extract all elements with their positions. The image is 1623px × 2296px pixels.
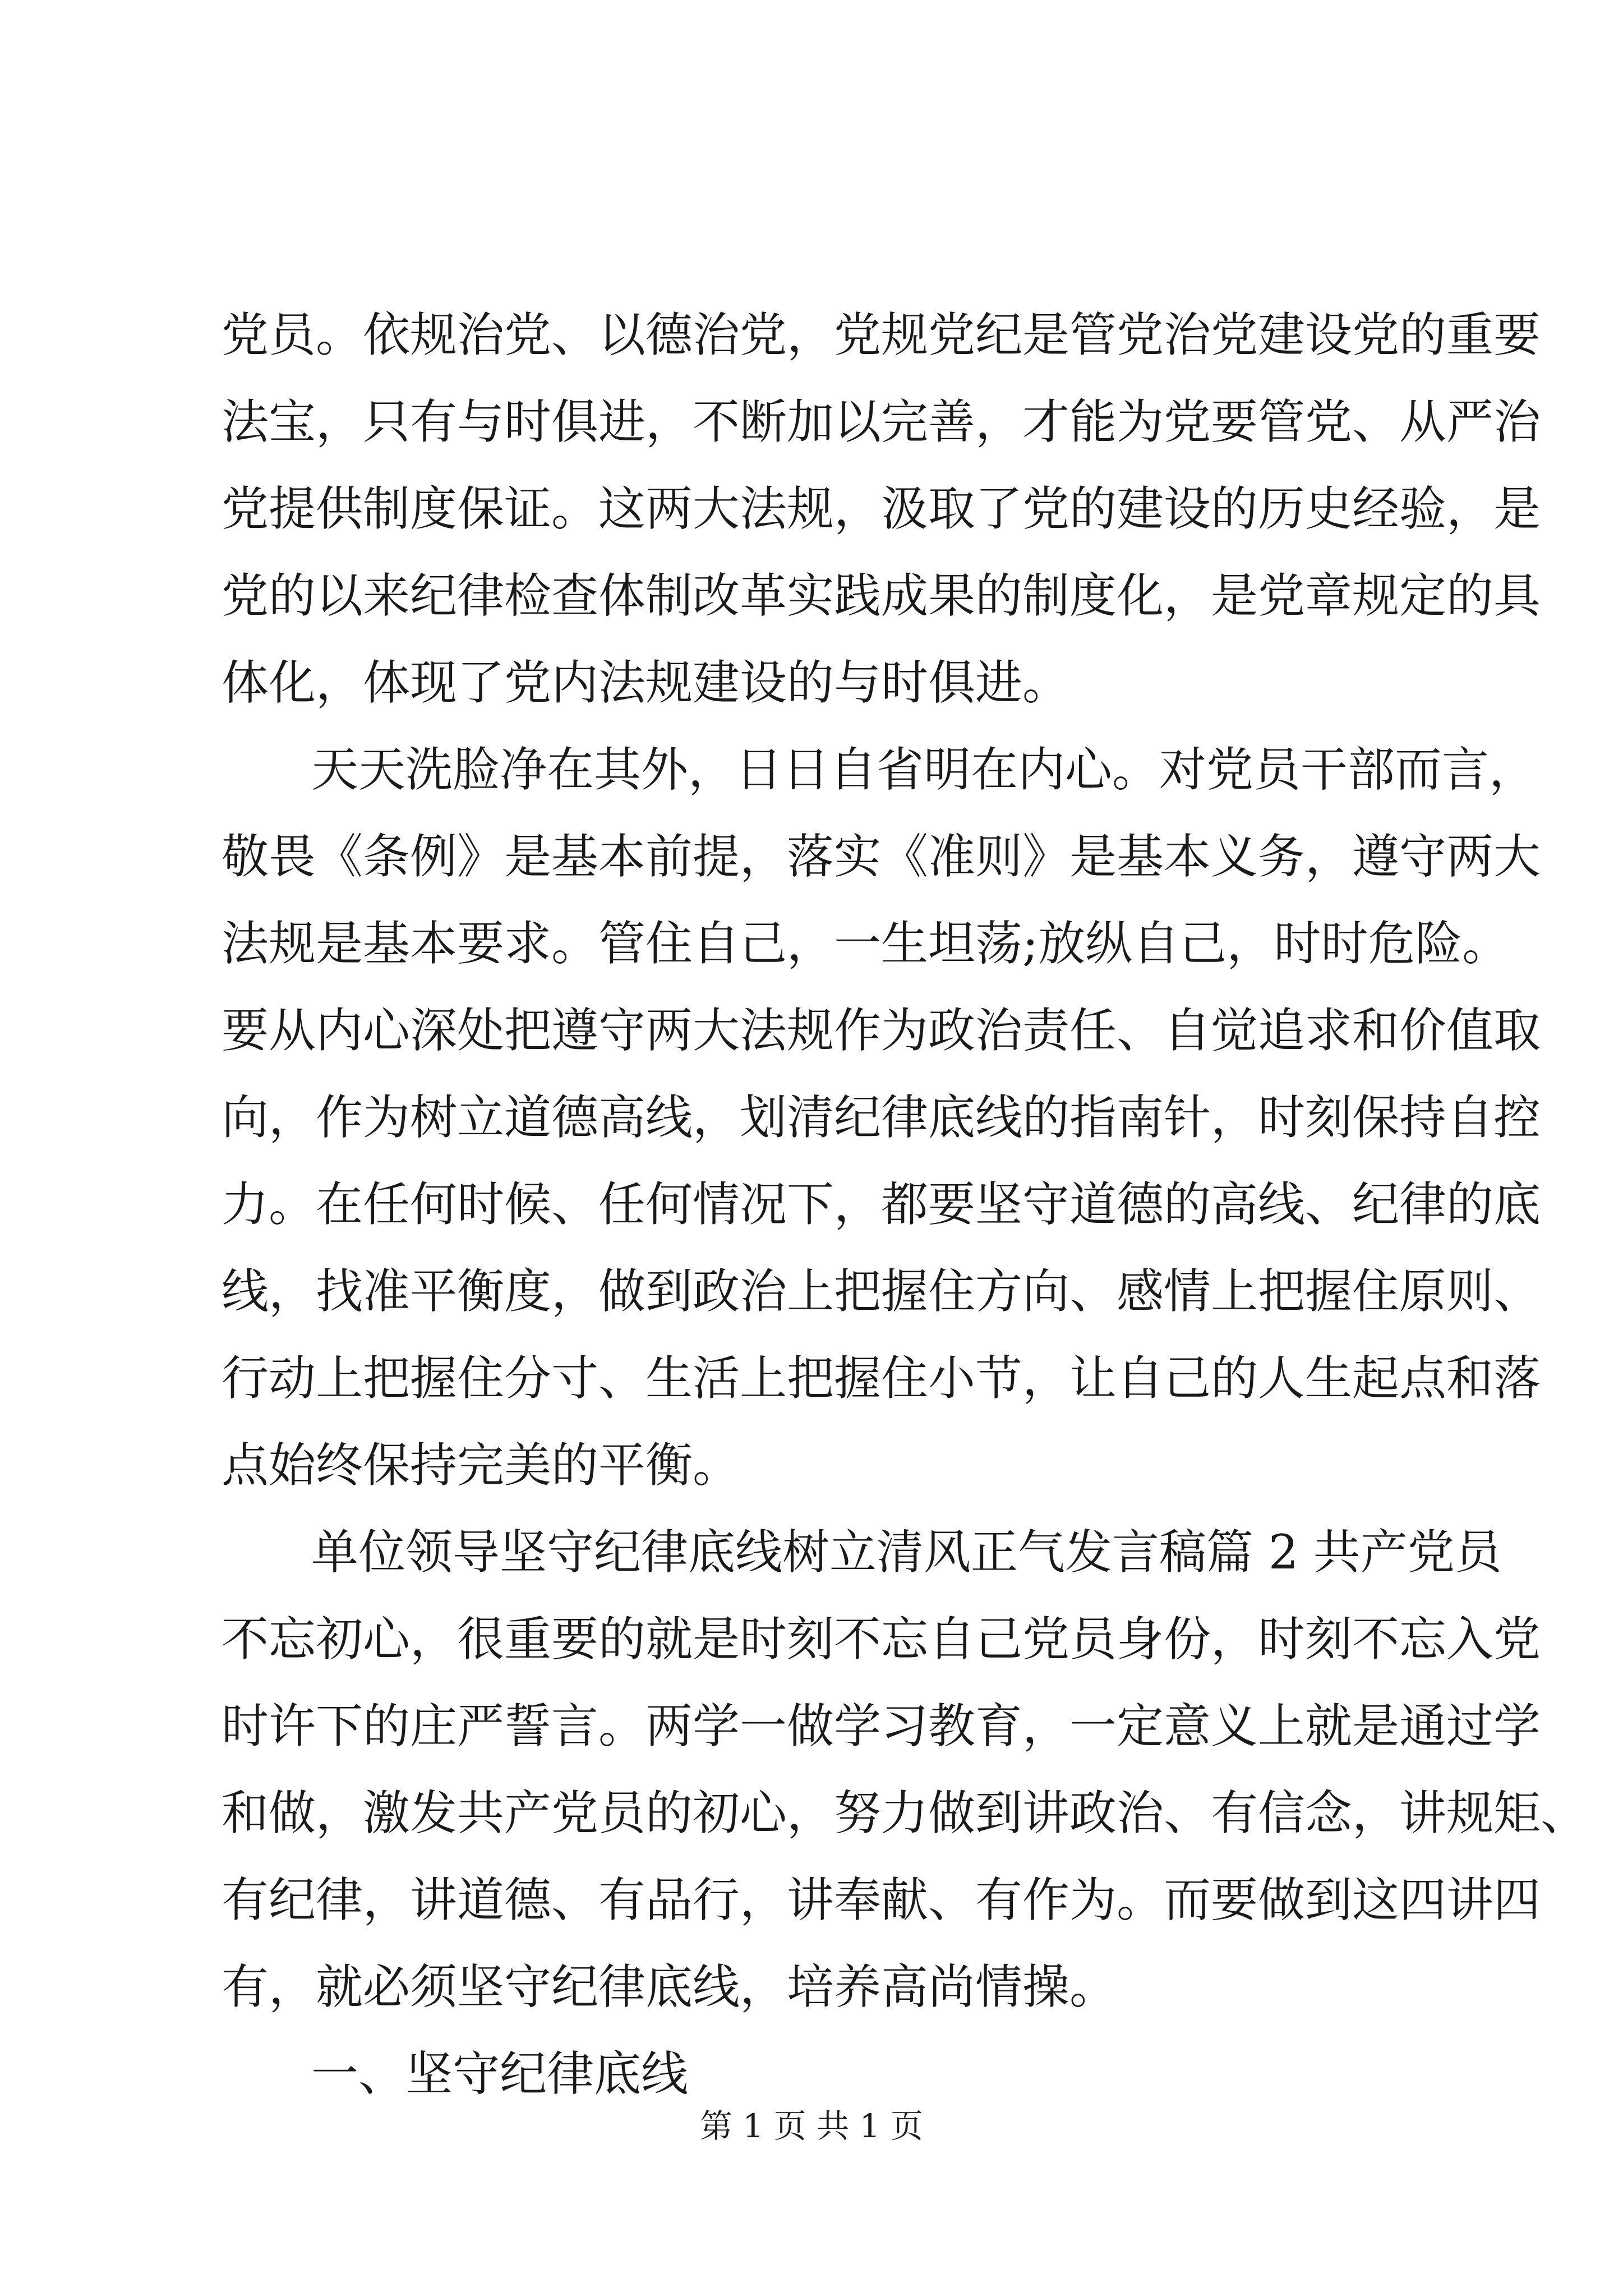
text-line: 党提供制度保证。这两大法规，汲取了党的建设的历史经验，是	[222, 481, 1541, 536]
text-line: 党的以来纪律检查体制改革实践成果的制度化，是党章规定的具	[222, 568, 1541, 623]
document-body	[222, 292, 1588, 2118]
section-heading: 一、坚守纪律底线	[311, 2046, 689, 2101]
text-line: 和做，激发共产党员的初心，努力做到讲政治、有信念，讲规矩、	[222, 1786, 1588, 1841]
text-line: 点始终保持完美的平衡。	[222, 1438, 740, 1493]
text-line: 线，找准平衡度，做到政治上把握住方向、感情上把握住原则、	[222, 1264, 1541, 1319]
text-line: 时许下的庄严誓言。两学一做学习教育，一定意义上就是通过学	[222, 1699, 1541, 1754]
paragraph-first-line: 单位领导坚守纪律底线树立清风正气发言稿篇 2 共产党员	[311, 1525, 1502, 1580]
paragraph-first-line: 天天洗脸净在其外，日日自省明在内心。对党员干部而言，	[311, 742, 1537, 797]
text-line: 党员。依规治党、以德治党，党规党纪是管党治党建设党的重要	[222, 307, 1541, 362]
text-line: 不忘初心，很重要的就是时刻不忘自己党员身份，时刻不忘入党	[222, 1612, 1541, 1667]
text-line: 力。在任何时候、任何情况下，都要坚守道德的高线、纪律的底	[222, 1177, 1541, 1232]
text-line: 要从内心深处把遵守两大法规作为政治责任、自觉追求和价值取	[222, 1003, 1541, 1058]
text-line: 向，作为树立道德高线，划清纪律底线的指南针，时刻保持自控	[222, 1090, 1541, 1145]
text-line: 敬畏《条例》是基本前提，落实《准则》是基本义务，遵守两大	[222, 829, 1541, 884]
text-line: 有纪律，讲道德、有品行，讲奉献、有作为。而要做到这四讲四	[222, 1872, 1541, 1927]
text-line: 体化，体现了党内法规建设的与时俱进。	[222, 655, 1070, 710]
text-line: 法规是基本要求。管住自己，一生坦荡;放纵自己，时时危险。	[222, 916, 1510, 971]
text-line: 有，就必须坚守纪律底线，培养高尚情操。	[222, 1959, 1117, 2014]
text-line: 法宝，只有与时俱进，不断加以完善，才能为党要管党、从严治	[222, 394, 1541, 449]
page-footer: 第 1 页 共 1 页	[700, 2107, 923, 2145]
text-line: 行动上把握住分寸、生活上把握住小节，让自己的人生起点和落	[222, 1351, 1541, 1406]
